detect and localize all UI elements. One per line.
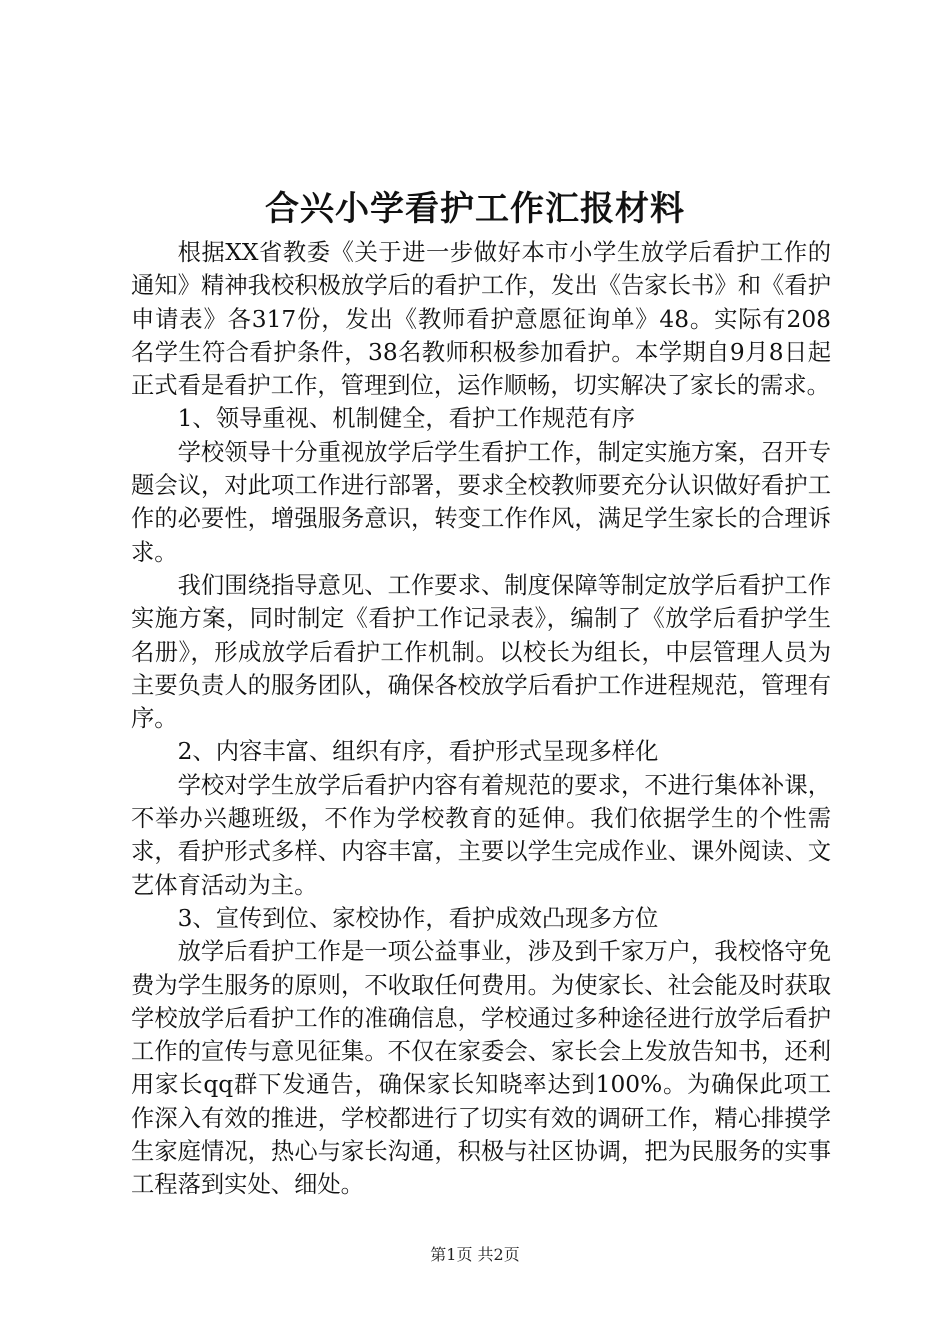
paragraph-section1-a: 学校领导十分重视放学后学生看护工作，制定实施方案，召开专题会议，对此项工作进行部署，要求全校教师要充分认识做好看护工作的必要性，增强服务意识，转变工作作风，满足学生家长的合理诉求。 [131,438,831,566]
paragraph-section3: 放学后看护工作是一项公益事业，涉及到千家万户，我校恪守免费为学生服务的原则，不收取任何费用。为使家长、社会能及时获取学校放学后看护工作的准确信息，学校通过多种途径进行放学后看护工作的宣传与意见征集。不仅在家委会、家长会上发放告知书，还利用家长qq群下发通告，确保家长知晓率达到100%。为确保此项工作深入有效的推进，学校都进行了切实有效的调研工作，精心排摸学生家庭情况，热心与家长沟通，积极与社区协调，把为民服务的实事工程落到实处、细处。 [131,938,831,1199]
document-title: 合兴小学看护工作汇报材料 [265,189,685,229]
section-heading-3: 3、宣传到位、家校协作，看护成效凸现多方位 [177,904,659,932]
paragraph-intro: 根据XX省教委《关于进一步做好本市小学生放学后看护工作的通知》精神我校积极放学后的看护工作，发出《告家长书》和《看护申请表》各317份，发出《教师看护意愿征询单》48。实际有208名学生符合看护条件，38名教师积极参加看护。本学期自9月8日起正式看是看护工作，管理到位，运作顺畅，切实解决了家长的需求。 [131,239,831,400]
page-footer: 第1页 共2页 [430,1245,520,1264]
document-body [131,236,831,1202]
paragraph-section2: 学校对学生放学后看护内容有着规范的要求，不进行集体补课，不举办兴趣班级，不作为学校教育的延伸。我们依据学生的个性需求，看护形式多样、内容丰富，主要以学生完成作业、课外阅读、文艺体育活动为主。 [131,771,831,899]
section-heading-2: 2、内容丰富、组织有序，看护形式呈现多样化 [177,738,659,766]
paragraph-section1-b: 我们围绕指导意见、工作要求、制度保障等制定放学后看护工作实施方案，同时制定《看护工作记录表》，编制了《放学后看护学生名册》，形成放学后看护工作机制。以校长为组长，中层管理人员为主要负责人的服务团队，确保各校放学后看护工作进程规范，管理有序。 [131,571,831,733]
section-heading-1: 1、领导重视、机制健全，看护工作规范有序 [177,405,636,433]
